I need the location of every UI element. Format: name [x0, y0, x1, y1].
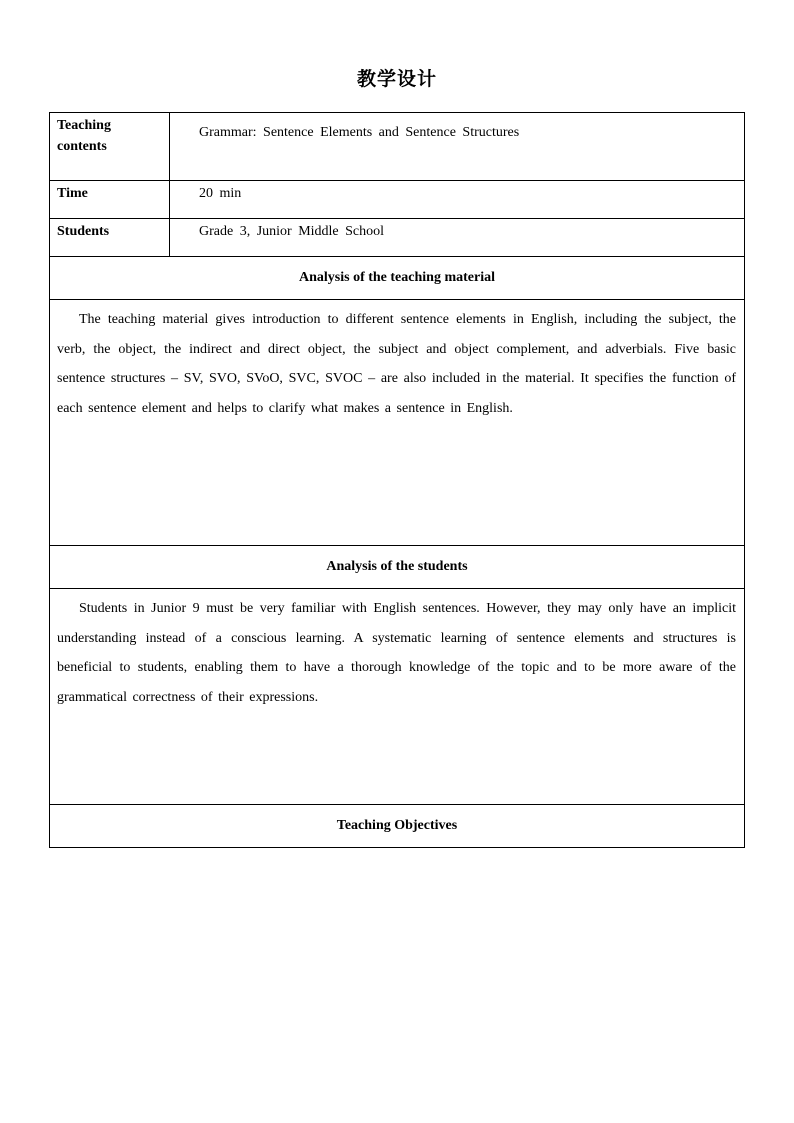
- students-analysis-cell: [50, 589, 745, 805]
- material-analysis-text: The teaching material gives introduction to different sentence elements in English, including the subject, the verb, the object, the indirect and direct object, the subject and object complement, and adverbials. Five basic sentence structures – SV, SVO, SVoO, SVC, SVOC – are also included in the material. It specifies the function of each sentence element and helps to clarify what makes a sentence in English.: [57, 312, 736, 416]
- document-title: 教学设计: [356, 68, 437, 90]
- teaching-objectives-heading: Teaching Objectives: [50, 805, 745, 848]
- students-analysis-text: Students in Junior 9 must be very familiar with English sentences. However, they may only have an implicit understanding instead of a conscious learning. A systematic learning of sentence elements and structures is beneficial to students, enabling them to have a thorough knowledge of the topic and to be more aware of the grammatical correctness of their expressions.: [57, 601, 736, 705]
- students-value: Grade 3, Junior Middle School: [170, 219, 745, 257]
- students-heading-row: [50, 546, 745, 589]
- material-analysis-cell: [50, 300, 745, 546]
- time-value: 20 min: [170, 181, 745, 219]
- material-analysis-heading: Analysis of the teaching material: [50, 257, 745, 300]
- students-label: Students: [50, 219, 170, 257]
- lesson-plan-table: [49, 112, 745, 848]
- students-body-row: [50, 589, 745, 805]
- students-row: [50, 219, 745, 257]
- objectives-heading-row: [50, 805, 745, 848]
- teaching-contents-value: Grammar: Sentence Elements and Sentence Structures: [170, 113, 745, 181]
- material-heading-row: [50, 257, 745, 300]
- teaching-contents-label: Teaching contents: [50, 113, 170, 181]
- material-body-row: [50, 300, 745, 546]
- time-row: [50, 181, 745, 219]
- teaching-contents-row: [50, 113, 745, 181]
- time-label: Time: [50, 181, 170, 219]
- students-analysis-heading: Analysis of the students: [50, 546, 745, 589]
